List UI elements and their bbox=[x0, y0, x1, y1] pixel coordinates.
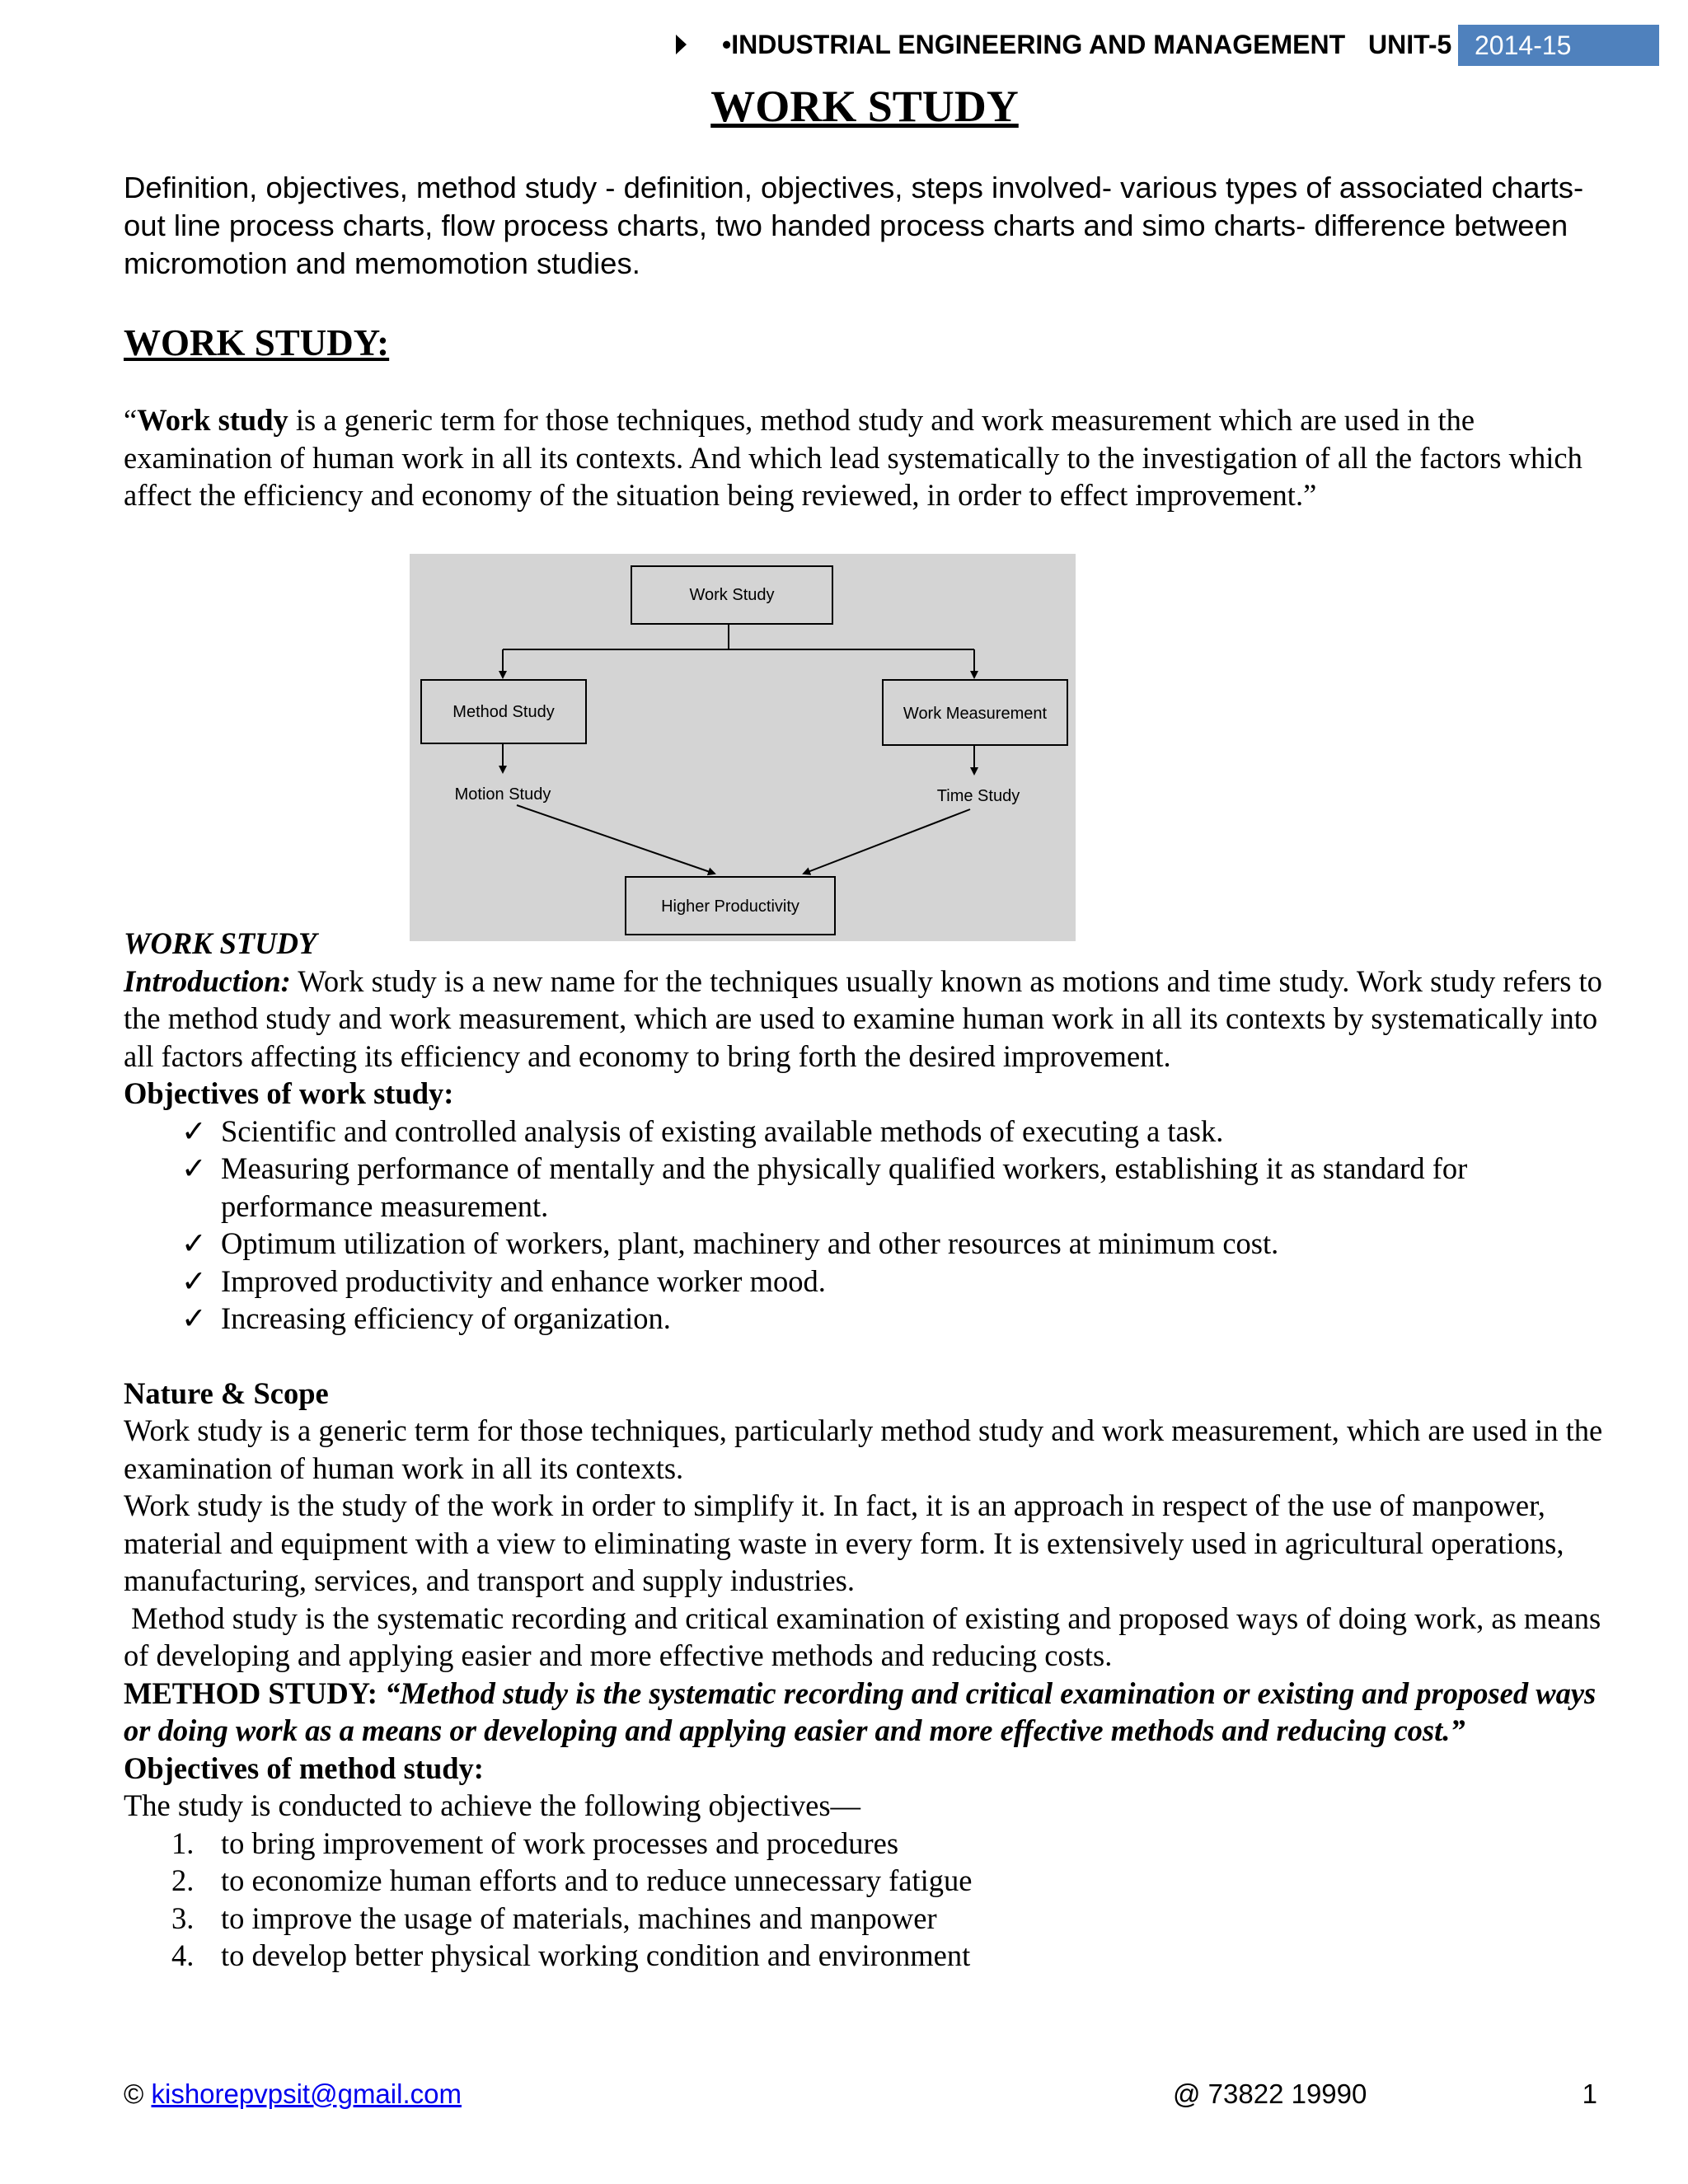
list-item-text: to improve the usage of materials, machines and manpower bbox=[221, 1900, 937, 1935]
email-link[interactable]: kishorepvpsit@gmail.com bbox=[151, 2079, 462, 2109]
intro-heading bbox=[124, 925, 1607, 963]
intro-heading-text: WORK STUDY bbox=[124, 926, 317, 960]
arrow-time-to-productivity bbox=[804, 809, 970, 874]
page-header bbox=[676, 25, 1659, 68]
objectives-ws-heading bbox=[124, 1075, 1607, 1113]
list-item bbox=[171, 1862, 1607, 1900]
work-study-definition bbox=[124, 401, 1607, 514]
node-motion-study: Motion Study bbox=[454, 785, 551, 804]
list-number: 4. bbox=[171, 1938, 195, 1972]
list-item-text: Measuring performance of mentally and the physically qualified workers, establishing it as standard for performance measurement. bbox=[221, 1151, 1468, 1223]
work-study-diagram bbox=[410, 554, 1076, 941]
checkmark-icon: ✓ bbox=[181, 1226, 207, 1260]
list-item bbox=[181, 1300, 1607, 1338]
objectives-ms-list bbox=[124, 1825, 1607, 1975]
list-number: 1. bbox=[171, 1825, 195, 1860]
copyright-symbol: © bbox=[124, 2079, 144, 2109]
nature-heading-text: Nature & Scope bbox=[124, 1376, 329, 1410]
diagram-connectors bbox=[503, 624, 974, 874]
objectives-ws-heading-text: Objectives of work study: bbox=[124, 1076, 454, 1110]
checkmark-icon: ✓ bbox=[181, 1263, 207, 1298]
header-title: •INDUSTRIAL ENGINEERING AND MANAGEMENT bbox=[722, 30, 1346, 59]
checkmark-icon: ✓ bbox=[181, 1113, 207, 1148]
intro-paragraph bbox=[124, 963, 1607, 1076]
nature-paragraph-3: Method study is the systematic recording and critical examination of existing and proposed ways of doing work, as means of developing and applying easier and more effective methods and reducing costs. bbox=[124, 1601, 1609, 1672]
nature-paragraph-1: Work study is a generic term for those techniques, particularly method study and work measurement, which are used in the examination of human work in all its contexts. bbox=[124, 1413, 1603, 1485]
list-item-text: to economize human efforts and to reduce unnecessary fatigue bbox=[221, 1863, 973, 1897]
open-quote: “ bbox=[124, 403, 138, 437]
spacer bbox=[124, 1338, 1607, 1375]
syllabus-text: Definition, objectives, method study - definition, objectives, steps involved- various types of associated charts-out line process charts, flow process charts, two handed process charts and simo charts- difference between micromotion and memomotion studies. bbox=[124, 171, 1584, 280]
nature-heading bbox=[124, 1375, 1607, 1413]
page-footer bbox=[124, 2079, 1597, 2116]
diagram-svg bbox=[410, 554, 1076, 941]
list-item bbox=[181, 1225, 1607, 1263]
definition-text: is a generic term for those techniques, method study and work measurement which are used in the examination of human work in all its contexts. And which lead systematically to the investigation of all the factors which affect the efficiency and economy of the situation being reviewed, in order to effect improvement.” bbox=[124, 403, 1582, 512]
method-study-definition-text: “Method study is the systematic recording and critical examination or existing and proposed ways or doing work as a means or developing and applying easier and more effective methods and reducing cost.” bbox=[124, 1675, 1597, 1747]
page-title-text: WORK STUDY bbox=[710, 82, 1019, 131]
method-study-label: METHOD STUDY: bbox=[124, 1675, 377, 1710]
node-work-study: Work Study bbox=[689, 586, 775, 604]
list-item-text: Improved productivity and enhance worker mood. bbox=[221, 1263, 826, 1298]
list-item bbox=[181, 1113, 1607, 1151]
list-item-text: Increasing efficiency of organization. bbox=[221, 1301, 671, 1335]
objectives-ms-heading-text: Objectives of method study: bbox=[124, 1750, 484, 1785]
arrow-motion-to-productivity bbox=[517, 805, 715, 874]
definition-term: Work study bbox=[137, 403, 288, 437]
list-item-text: to bring improvement of work processes and procedures bbox=[221, 1825, 899, 1860]
diagram-boxes bbox=[421, 566, 1067, 935]
intro-text: Work study is a new name for the techniques usually known as motions and time study. Work study refers to the method study and work measurement, which are used to examine human work in all its contexts by systematically into all factors affecting its efficiency and economy to bring forth the desired improvement. bbox=[124, 963, 1602, 1073]
list-item bbox=[171, 1825, 1607, 1863]
intro-label: Introduction: bbox=[124, 963, 291, 998]
list-item bbox=[181, 1263, 1607, 1301]
footer-phone: @ 73822 19990 bbox=[1173, 2079, 1367, 2109]
document-body bbox=[124, 925, 1607, 1975]
list-item-text: Scientific and controlled analysis of existing available methods of executing a task. bbox=[221, 1113, 1224, 1148]
page-number: 1 bbox=[1582, 2079, 1597, 2109]
objectives-ms-intro: The study is conducted to achieve the following objectives— bbox=[124, 1788, 861, 1822]
list-item-text: Optimum utilization of workers, plant, machinery and other resources at minimum cost. bbox=[221, 1226, 1279, 1260]
method-study-definition bbox=[124, 1675, 1607, 1750]
header-year-badge: 2014-15 bbox=[1458, 25, 1659, 66]
list-item-text: to develop better physical working condition and environment bbox=[221, 1938, 971, 1972]
objectives-ms-heading bbox=[124, 1750, 1607, 1788]
objectives-ws-list bbox=[124, 1113, 1607, 1338]
node-higher-productivity: Higher Productivity bbox=[661, 898, 799, 916]
node-method-study: Method Study bbox=[452, 703, 555, 721]
list-item bbox=[171, 1900, 1607, 1938]
list-number: 2. bbox=[171, 1863, 195, 1897]
checkmark-icon: ✓ bbox=[181, 1301, 207, 1335]
node-time-study: Time Study bbox=[936, 787, 1020, 805]
nature-paragraph-2: Work study is the study of the work in order to simplify it. In fact, it is an approach in respect of the use of manpower, material and equipment with a view to eliminating waste in every form. It is extensively used in agricultural operations, manufacturing, services, and transport and supply industries. bbox=[124, 1488, 1564, 1597]
header-unit: UNIT-5 bbox=[1368, 30, 1452, 59]
list-item bbox=[181, 1150, 1607, 1225]
footer-contact bbox=[124, 2079, 462, 2110]
list-number: 3. bbox=[171, 1900, 195, 1935]
checkmark-icon: ✓ bbox=[181, 1151, 207, 1185]
triangle-bullet-icon bbox=[676, 35, 687, 54]
page-title bbox=[0, 81, 1688, 132]
list-item bbox=[171, 1937, 1607, 1975]
node-work-measurement: Work Measurement bbox=[903, 705, 1048, 723]
section-heading: WORK STUDY: bbox=[124, 322, 390, 363]
